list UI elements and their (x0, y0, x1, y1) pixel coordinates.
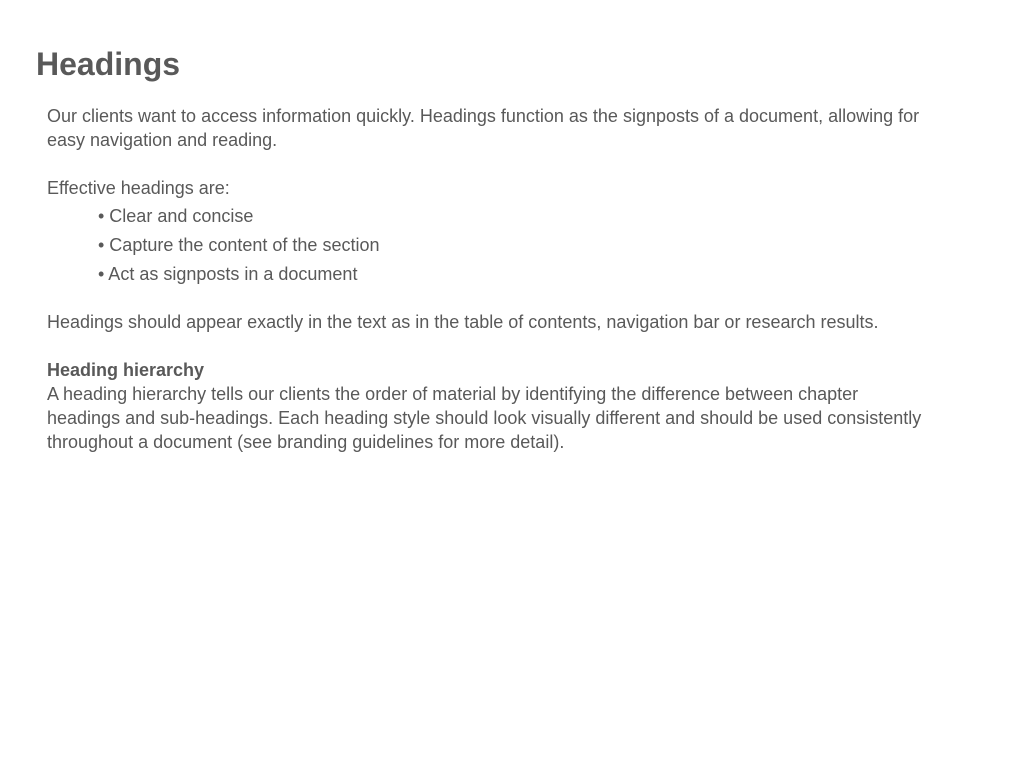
page-title: Headings (36, 46, 181, 82)
slide-body (47, 104, 927, 454)
effective-headings-list (47, 204, 927, 286)
heading-hierarchy-subheading: Heading hierarchy (47, 360, 205, 380)
list-item: • Clear and concise (98, 206, 254, 226)
heading-hierarchy-paragraph: A heading hierarchy tells our clients the order of material by identifying the difference between chapter headings and sub-headings. Each heading style should look visually different and should be used consistently throughout a document (see branding guidelines for more detail). (47, 384, 922, 452)
list-item: • Act as signposts in a document (98, 264, 358, 284)
toc-note-paragraph: Headings should appear exactly in the text as in the table of contents, navigation bar or research results. (47, 312, 879, 332)
list-item: • Capture the content of the section (98, 235, 380, 255)
intro-paragraph: Our clients want to access information quickly. Headings function as the signposts of a document, allowing for easy navigation and reading. (47, 106, 920, 150)
effective-headings-label: Effective headings are: (47, 178, 230, 198)
